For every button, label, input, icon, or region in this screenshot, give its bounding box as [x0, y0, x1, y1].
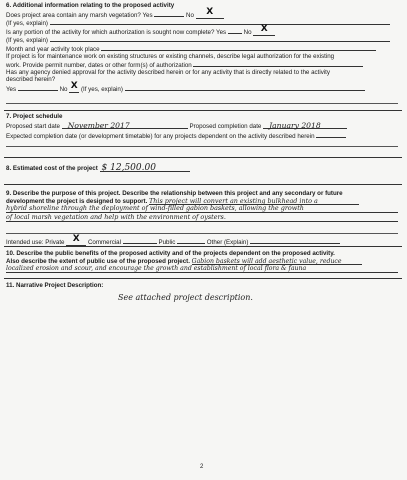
agency-no-field[interactable] — [69, 81, 79, 93]
purpose-answer-2[interactable]: hybrid shoreline through the deployment of wind-filled gabion baskets, allowing the growth — [6, 205, 398, 213]
commercial-label: Commercial — [87, 239, 121, 246]
public-label: Public — [158, 239, 176, 246]
ifyes-2-field[interactable] — [50, 35, 390, 42]
marsh-no-mark: X — [206, 7, 214, 17]
public-field[interactable] — [177, 237, 205, 244]
intended-use-row — [6, 234, 340, 246]
month-year-label: Month and year activity took place — [6, 46, 100, 53]
other-field[interactable] — [250, 237, 340, 244]
ifyes-2-label: (If yes, explain) — [6, 37, 48, 44]
ifyes-1 — [6, 18, 390, 27]
completion-date-label: Proposed completion date — [189, 123, 262, 130]
divider — [4, 184, 402, 185]
section-6-heading: 6. Additional information relating to the proposed activity — [6, 2, 175, 9]
maintenance-question-1: If project is for maintenance work on existing structures or existing channels, describe legal authorization for the existing — [6, 53, 335, 60]
agency-no-mark: X — [70, 81, 78, 91]
section-7-heading: 7. Project schedule — [6, 113, 63, 120]
purpose-answer-1[interactable]: This project will convert an existing bulkhead into a — [149, 198, 359, 205]
expected-completion-label: Expected completion date (or development timetable) for any projects dependent on the activity described herein — [6, 133, 315, 140]
page-number: 2 — [200, 464, 204, 470]
private-mark: X — [72, 234, 80, 244]
answer-line — [6, 146, 398, 147]
complete-question-label: Is any portion of the activity for which authorization is sought now complete? — [6, 29, 215, 36]
section-8-heading: 8. Estimated cost of the project — [6, 165, 98, 172]
private-field[interactable] — [66, 234, 86, 246]
ifyes-3-label: (If yes, explain) — [80, 86, 123, 93]
answer-line — [6, 103, 398, 104]
other-label: Other (Explain) — [206, 239, 249, 246]
estimated-cost-field[interactable]: $ 12,500.00 — [100, 165, 190, 172]
month-year-field[interactable] — [101, 44, 376, 51]
ifyes-3-field[interactable] — [125, 84, 365, 91]
completion-date-field[interactable]: January 2018 — [263, 122, 347, 129]
complete-no-mark: X — [260, 24, 268, 34]
section-8-row — [6, 165, 190, 172]
commercial-field[interactable] — [123, 237, 157, 244]
start-date-field[interactable]: November 2017 — [62, 122, 188, 129]
answer-line — [6, 233, 398, 234]
divider — [4, 246, 402, 247]
authorization-field[interactable] — [193, 60, 363, 67]
agency-yes-field[interactable] — [18, 84, 58, 91]
agency-no-label: No — [59, 86, 68, 93]
maintenance-question-2 — [6, 60, 363, 69]
complete-yes-field[interactable] — [228, 27, 242, 34]
divider — [4, 157, 402, 158]
agency-question-1: Has any agency denied approval for the activity described herein or for any activity that is directly related to the activity — [6, 69, 330, 76]
section-9-heading-2: development the project is designed to support. — [6, 198, 148, 205]
marsh-yes-field[interactable] — [154, 10, 184, 17]
agency-answer — [6, 81, 365, 93]
marsh-yes-label: Yes — [142, 12, 153, 19]
marsh-no-label: No — [186, 12, 194, 19]
maintenance-question-2-label: work. Provide permit number, dates or other form(s) of authorization — [6, 62, 192, 69]
ifyes-2 — [6, 35, 390, 44]
expected-completion — [6, 131, 346, 140]
ifyes-1-field[interactable] — [50, 18, 390, 25]
month-year-row — [6, 44, 376, 53]
start-date-label: Proposed start date — [6, 123, 61, 130]
narrative-answer[interactable]: See attached project description. — [118, 293, 253, 302]
ifyes-1-label: (If yes, explain) — [6, 20, 48, 27]
complete-yes-label: Yes — [216, 29, 227, 36]
section-9-heading-1: 9. Describe the purpose of this project. Describe the relationship between this project and any secondary or future — [6, 190, 343, 197]
section-10-heading-1: 10. Describe the public benefits of the proposed activity and of the projects dependent on the proposed activity. — [6, 250, 335, 257]
purpose-answer-3[interactable]: of local marsh vegetation and help with the environment of oysters. — [6, 214, 398, 222]
schedule-row — [6, 122, 347, 130]
marsh-question-label: Does project area contain any marsh vegetation? — [6, 12, 141, 19]
agency-yes-label: Yes — [6, 86, 17, 93]
section-10-heading-2: Also describe the extent of public use of the proposed project. — [6, 258, 190, 265]
divider — [4, 278, 402, 279]
divider — [4, 110, 402, 111]
agency-question-2: described herein? — [6, 76, 56, 83]
private-label: Private — [45, 239, 65, 246]
complete-no-label: No — [243, 29, 252, 36]
expected-completion-field[interactable] — [316, 131, 346, 138]
benefits-answer-1[interactable]: Gabion baskets will add aesthetic value, reduce — [192, 258, 362, 265]
benefits-answer-2[interactable]: localized erosion and scour, and encourage the growth and establishment of local flora & fauna — [6, 265, 398, 273]
intended-use-label: Intended use: — [6, 239, 44, 246]
section-11-heading: 11. Narrative Project Description: — [6, 282, 104, 289]
